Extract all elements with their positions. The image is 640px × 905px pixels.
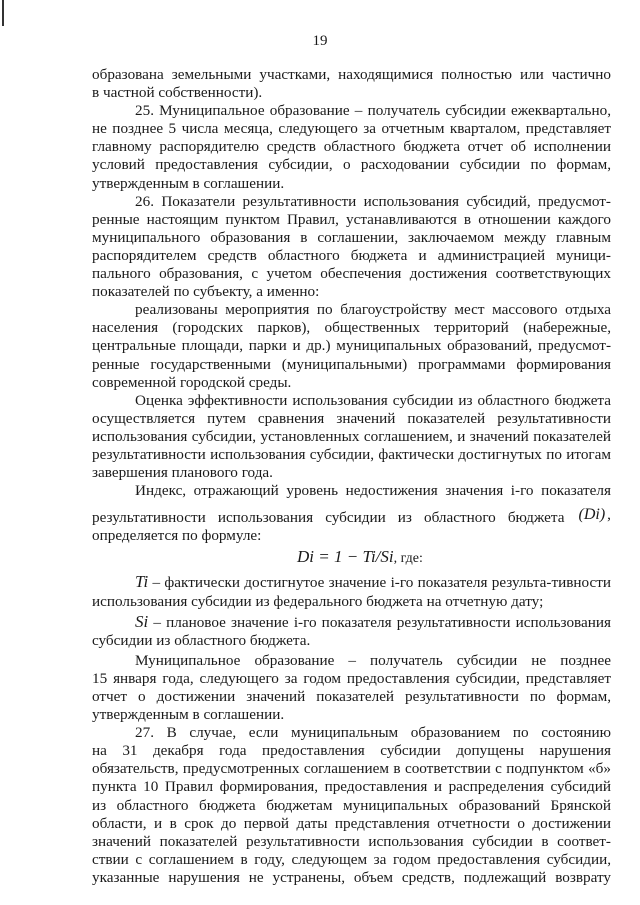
body-text bbox=[92, 66, 611, 887]
word: субсидии bbox=[325, 509, 386, 527]
text-line: завершения планового года. bbox=[92, 464, 273, 482]
text-line: определяется по формуле: bbox=[92, 527, 262, 545]
text-line: указанные нарушения не устранены, объем средств, подлежащий возврату bbox=[92, 868, 611, 886]
text-line: ренные государственными (муниципальными) программами формирования bbox=[92, 355, 611, 373]
text-line: современной городской среды. bbox=[92, 373, 292, 391]
text-line: субсидии из областного бюджета. bbox=[92, 631, 311, 649]
text-line: утвержденным в соглашении. bbox=[92, 706, 285, 724]
text-line: области, и в срок до первой даты представления отчетности о достижении bbox=[92, 814, 611, 832]
scan-edge-mark bbox=[2, 0, 4, 26]
text-line: утвержденным в соглашении. bbox=[92, 174, 285, 192]
text-line: осуществляется путем сравнения значений показателей результативности bbox=[92, 409, 611, 427]
paragraph-26-line: 26. Показатели результативности использования субсидий, предусмот- bbox=[135, 192, 611, 210]
text-line: условий предоставления субсидии, о расходовании субсидии по формам, bbox=[92, 156, 611, 174]
text-line: на 31 декабря года предоставления субсидии допущены нарушения bbox=[92, 742, 611, 760]
si-text: – плановое значение i-го показателя результативности использования bbox=[153, 613, 611, 631]
text-line: распорядителем средств областного бюджета и администрацией муници- bbox=[92, 246, 611, 264]
si-definition bbox=[92, 613, 611, 632]
text-line: пального образования, с учетом обеспечения достижения соответствующих bbox=[92, 265, 611, 283]
text-line: показателей по субъекту, а именно: bbox=[92, 283, 320, 301]
text-line: использования субсидии из федерального бюджета на отчетную дату; bbox=[92, 592, 544, 610]
word: бюджета bbox=[507, 509, 565, 527]
text-line: значений показателей результативности использования субсидии в соответ- bbox=[92, 832, 611, 850]
text-line: результативности использования субсидии, фактически достигнутых по итогам bbox=[92, 445, 611, 463]
text-line: обязательств, предусмотренных соглашением в соответствии с подпунктом «б» bbox=[92, 760, 611, 778]
text-line: Индекс, отражающий уровень недостижения значения i-го показателя bbox=[135, 482, 611, 500]
ti-symbol: Ti bbox=[135, 572, 149, 592]
formula-expression: Di = 1 − Ti/Si bbox=[297, 547, 394, 567]
word: использования bbox=[217, 509, 314, 527]
text-line: 15 января года, следующего за годом предоставления субсидии, представляет bbox=[92, 669, 611, 687]
text-line: реализованы мероприятия по благоустройству мест массового отдыха bbox=[135, 301, 611, 319]
text-line: не позднее 5 числа месяца, следующего за отчетным кварталом, представляет bbox=[92, 120, 611, 138]
formula bbox=[92, 548, 611, 568]
text-line: в частной собственности). bbox=[92, 84, 263, 102]
word: из bbox=[397, 509, 412, 527]
text-line: центральные площади, парки и др.) муниципальных образований, предусмот- bbox=[92, 337, 611, 355]
paragraph-25-line: 25. Муниципальное образование – получатель субсидии ежеквартально, bbox=[135, 102, 611, 120]
si-symbol: Si bbox=[135, 611, 149, 631]
text-line: ренные настоящим пунктом Правил, устанавливаются в отношении каждого bbox=[92, 210, 611, 228]
text-line: пункта 10 Правил формирования, предоставления и распределения субсидий bbox=[92, 778, 611, 796]
text-line: отчет о достижении значений показателей результативности по формам, bbox=[92, 688, 611, 705]
text-line: Оценка эффективности использования субсидии из областного бюджета bbox=[135, 391, 611, 409]
text-line: образована земельными участками, находящимися полностью или частично bbox=[92, 66, 611, 83]
text-line: главному распорядителю средств областного бюджета отчет об исполнении bbox=[92, 138, 611, 156]
comma: , bbox=[607, 506, 611, 524]
index-symbol: (Di) bbox=[578, 506, 606, 524]
text-line: населения (городских парков), общественных территорий (набережные, bbox=[92, 319, 611, 337]
text-line: ствии с соглашением в году, следующем за годом предоставления субсидии, bbox=[92, 850, 611, 868]
word: областного bbox=[423, 509, 496, 527]
page-number: 19 bbox=[312, 33, 328, 49]
text-line: использования субсидии, установленных соглашением, и значений показателей bbox=[92, 427, 611, 445]
text-line: муниципального образования в соглашении, заключаемом между главным bbox=[92, 228, 611, 246]
word: результативности bbox=[92, 509, 206, 527]
ti-definition bbox=[92, 573, 611, 592]
paragraph-27-line: 27. В случае, если муниципальным образованием по состоянию bbox=[135, 724, 611, 742]
index-line bbox=[92, 502, 611, 527]
text-line: Муниципальное образование – получатель субсидии не позднее bbox=[135, 651, 611, 669]
text-line: из областного бюджета бюджетам муниципальных образований Брянской bbox=[92, 796, 611, 814]
formula-suffix: , где: bbox=[393, 551, 423, 567]
ti-text: – фактически достигнутое значение i-го показателя результа-тивности bbox=[152, 574, 611, 592]
